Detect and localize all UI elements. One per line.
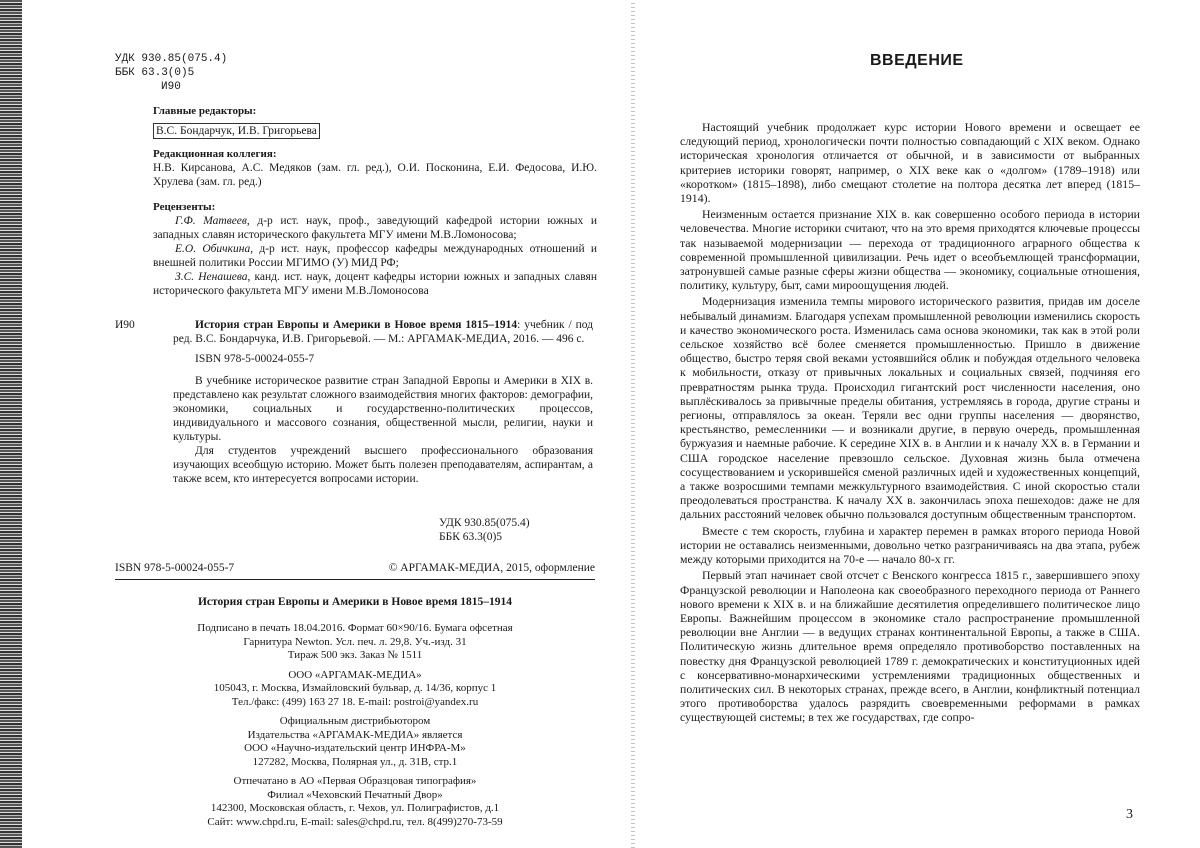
imprint-line: Сайт: www.chpd.ru, E-mail: sales@chpd.ru, тел. 8(499)270-73-59 <box>207 815 503 828</box>
page-gutter <box>631 0 635 848</box>
body-paragraph: Модернизация изменила темпы мирового исторического развития, придав им доселе небывалый динамизм. Благодаря успехам промышленной революции изменились скорость и качество экономического роста. Изменилась сама основа экономики, так как в этой роли сельское хозяйство всё более сменяется промышленностью. Пришло в движение общество, быстро теряя свой веками устоявшийся облик и побуждая отдельного человека к мобильности, отказу от привычных локальных и социальных связей, подчиняя его превратностям рынка труда. Происходил гигантский рост численности населения, оно выплёскивалось за привычные пределы обитания, устремляясь в города, другие страны и регионы, отправлялось за океан. Теряли вес одни группы населения — дворянство, крестьянство, ремесленники — и возникали другие, в первую очередь, промышленная буржуазия и наемные рабочие. К середине XIX в. в Англии и к началу XX в. в Германии и США городское население превзошло сельское. Духовная жизнь была отмечена сосуществованием и ускорившейся сменой различных идей и художественных концепций, а также возросшими темпами межкультурного взаимодействия. С иной скоростью стали преодолеваться пространства. К началу XX в. закончилась эпоха пешеходов: даже не для дальних расстояний человек обычно пользовался доступным общественным транспортом. <box>680 294 1140 522</box>
imprint-line: Подписано в печать 18.04.2016. Формат 60×90/16. Бумага офсетная <box>197 622 513 634</box>
bbk-code: ББК 63.3(0)5 <box>115 67 195 79</box>
board-members: Н.В. Кирсанова, А.С. Медяков (зам. гл. ред.), О.И. Посконина, Е.И. Федосова, И.Ю. Хрулева (зам. гл. ред.) <box>153 162 597 188</box>
reviewer-name: Г.Ф. Матвеев <box>175 215 247 227</box>
imprint-line: Гарнитура Newton. Усл. печ. л. 29,8. Уч.-изд. 31 <box>243 635 467 648</box>
reviewer-text: , д-р ист. наук, проф., заведующий кафедрой истории южных и западных славян исторического факультета МГУ имени М.В.Ломоносова; <box>153 215 597 241</box>
imprint-line: 127282, Москва, Полярная ул., д. 31В, стр.1 <box>252 755 458 768</box>
body-paragraph: Первый этап начинает свой отсчет с Венского конгресса 1815 г., завершившего эпоху Французской революции и Наполеона как своеобразного переходного периода от Раннего нового времени к XIX в. и на ближайшие десятилетия определившего политическое лицо Европы. Важнейшим процессом в экономике стало распространение промышленной революции вне Англии — в ведущих странах континентальной Европы, а также в США. Политическую жизнь длительное время определяло противоборство поставленных на повестку дня Французской революцией 1789 г. демократических и конституционных идей с консервативно-монархическими устремлениями традиционных общественных и политических сил. В некоторых странах, прежде всего, в Англии, конфликтный потенциал этого противоборства удалось разрядить своевременными реформами в рамках существующей системы; в тех же государствах, где сопро- <box>680 568 1140 725</box>
udk-code: УДК 930.85(075.4) <box>115 53 228 65</box>
body-paragraph: Вместе с тем скорость, глубина и характер перемен в рамках второго периода Новой истории не оставались неизменными, довольно четко разграничиваясь на два этапа, рубеж между которыми приходится на 70-е — начало 80-х гг. <box>680 523 1140 567</box>
isbn-footer-row <box>115 561 595 575</box>
imprint-line: Отпечатано в АО «Первая Образцовая типография» <box>233 775 477 787</box>
divider <box>115 579 595 580</box>
abstract-paragraph: Для студентов учреждений высшего профессионального образования изучающих всеобщую историю. Может быть полезен преподавателям, аспирантам, а также всем, кто интересуется вопросами истории. <box>173 445 593 485</box>
chief-editors: В.С. Бондарчук, И.В. Григорьева <box>153 123 320 139</box>
imprint-title: История стран Европы и Америки в Новое время 1815–1914 <box>197 596 513 608</box>
reviewer-name: З.С. Ненашева <box>175 271 248 283</box>
bib-record <box>173 318 593 486</box>
chapter-heading: ВВЕДЕНИЕ <box>870 52 964 69</box>
imprint-line: Тел./факс: (499) 163 27 18. E-mail: postroi@yandex.ru <box>231 695 479 708</box>
udk-code: УДК 930.85(075.4) <box>439 517 530 529</box>
imprint-line: 142300, Московская область, г. Чехов, ул. Полиграфистов, д.1 <box>210 802 500 814</box>
board-label: Редакционная коллегия: <box>153 148 277 160</box>
author-mark: И90 <box>161 81 181 93</box>
imprint-line: ООО «Научно-издательский центр ИНФРА-М» <box>244 742 466 754</box>
body-text <box>680 120 1140 727</box>
imprint <box>145 622 565 829</box>
imprint-line: ООО «АРГАМАК-МЕДИА» <box>288 668 422 681</box>
abstract-paragraph: В учебнике историческое развитие стран Западной Европы и Америки в XIX в. представлено как результат сложного взаимодействия многих факторов: демографии, экономики, социальных и государственно-политических процессов, индивидуального и массового сознания, общественной мысли, религии, науки и культуры. <box>173 375 593 443</box>
board-block <box>153 147 597 189</box>
chief-editors-label: Главные редакторы: <box>153 105 257 117</box>
imprint-line: Официальным дистрибьютором <box>279 715 431 727</box>
page-number: 3 <box>1126 807 1133 822</box>
reviewer-name: Е.О. Обичкина <box>175 243 251 255</box>
isbn-footer: ISBN 978-5-00024-055-7 <box>115 562 235 574</box>
imprint-line: Издательства «АРГАМАК-МЕДИА» является <box>247 728 463 741</box>
imprint-line: 105043, г. Москва, Измайловский бульвар, д. 14/36, корпус 1 <box>213 682 497 694</box>
book-title: История стран Европы и Америки в Новое время 1815–1914 <box>195 319 518 331</box>
imprint-line: Тираж 500 экз. Заказ № 1511 <box>287 649 423 661</box>
imprint-line: Филиал «Чеховский Печатный Двор» <box>267 788 443 801</box>
body-paragraph: Настоящий учебник продолжает курс истории Нового времени и освещает ее следующий период, хронологически почти полностью совпадающий с XIX веком. Однако историческая хронология отличается от обычной, и в зависимости от выбранных критериев историки говорят, например, о XIX веке как о «долгом» (1789–1918) или «коротком» (1815–1898), либо смещают столетие на полтора десятка лет вперед (1815–1914). <box>680 120 1140 206</box>
bottom-codes <box>439 516 530 544</box>
chief-editors-block <box>153 104 597 139</box>
copyright: © АРГАМАК-МЕДИА, 2015, оформление <box>388 562 595 574</box>
body-paragraph: Неизменным остается признание XIX в. как совершенно особого периода в истории человечества. Многие историки считают, что на это время приходятся ключевые процессы так называемой модернизации — перехода от традиционного аграрного общества к современной промышленной цивилизации. Речь идет о всеобъемлющей трансформации, затронувшей самые разные сферы жизни общества — экономику, социальные отношения, политику, культуру, быт, сами мироощущения людей. <box>680 207 1140 293</box>
bib-code: И90 <box>115 319 135 331</box>
isbn: ISBN 978-5-00024-055-7 <box>195 353 315 365</box>
reviewers-label: Рецензенты: <box>153 201 216 213</box>
reviewer-text: , канд. ист. наук, доцент кафедры истории южных и западных славян исторического факультета МГУ имени М.В.Ломоносова <box>153 271 597 297</box>
reviewer-text: , д-р ист. наук, профессор кафедры международных отношений и внешней политики России МГИМО (У) МИД РФ; <box>153 243 597 269</box>
reviewers-block <box>153 200 597 298</box>
scan-edge <box>0 0 22 848</box>
classification-codes <box>115 52 227 94</box>
bbk-code: ББК 63.3(0)5 <box>439 531 503 543</box>
bib-details: : учебник / под ред. В.С. Бондарчука, И.В. Григорьевой. — М.: АРГАМАК-МЕДИА, 2016. — 496 с. <box>173 319 593 345</box>
